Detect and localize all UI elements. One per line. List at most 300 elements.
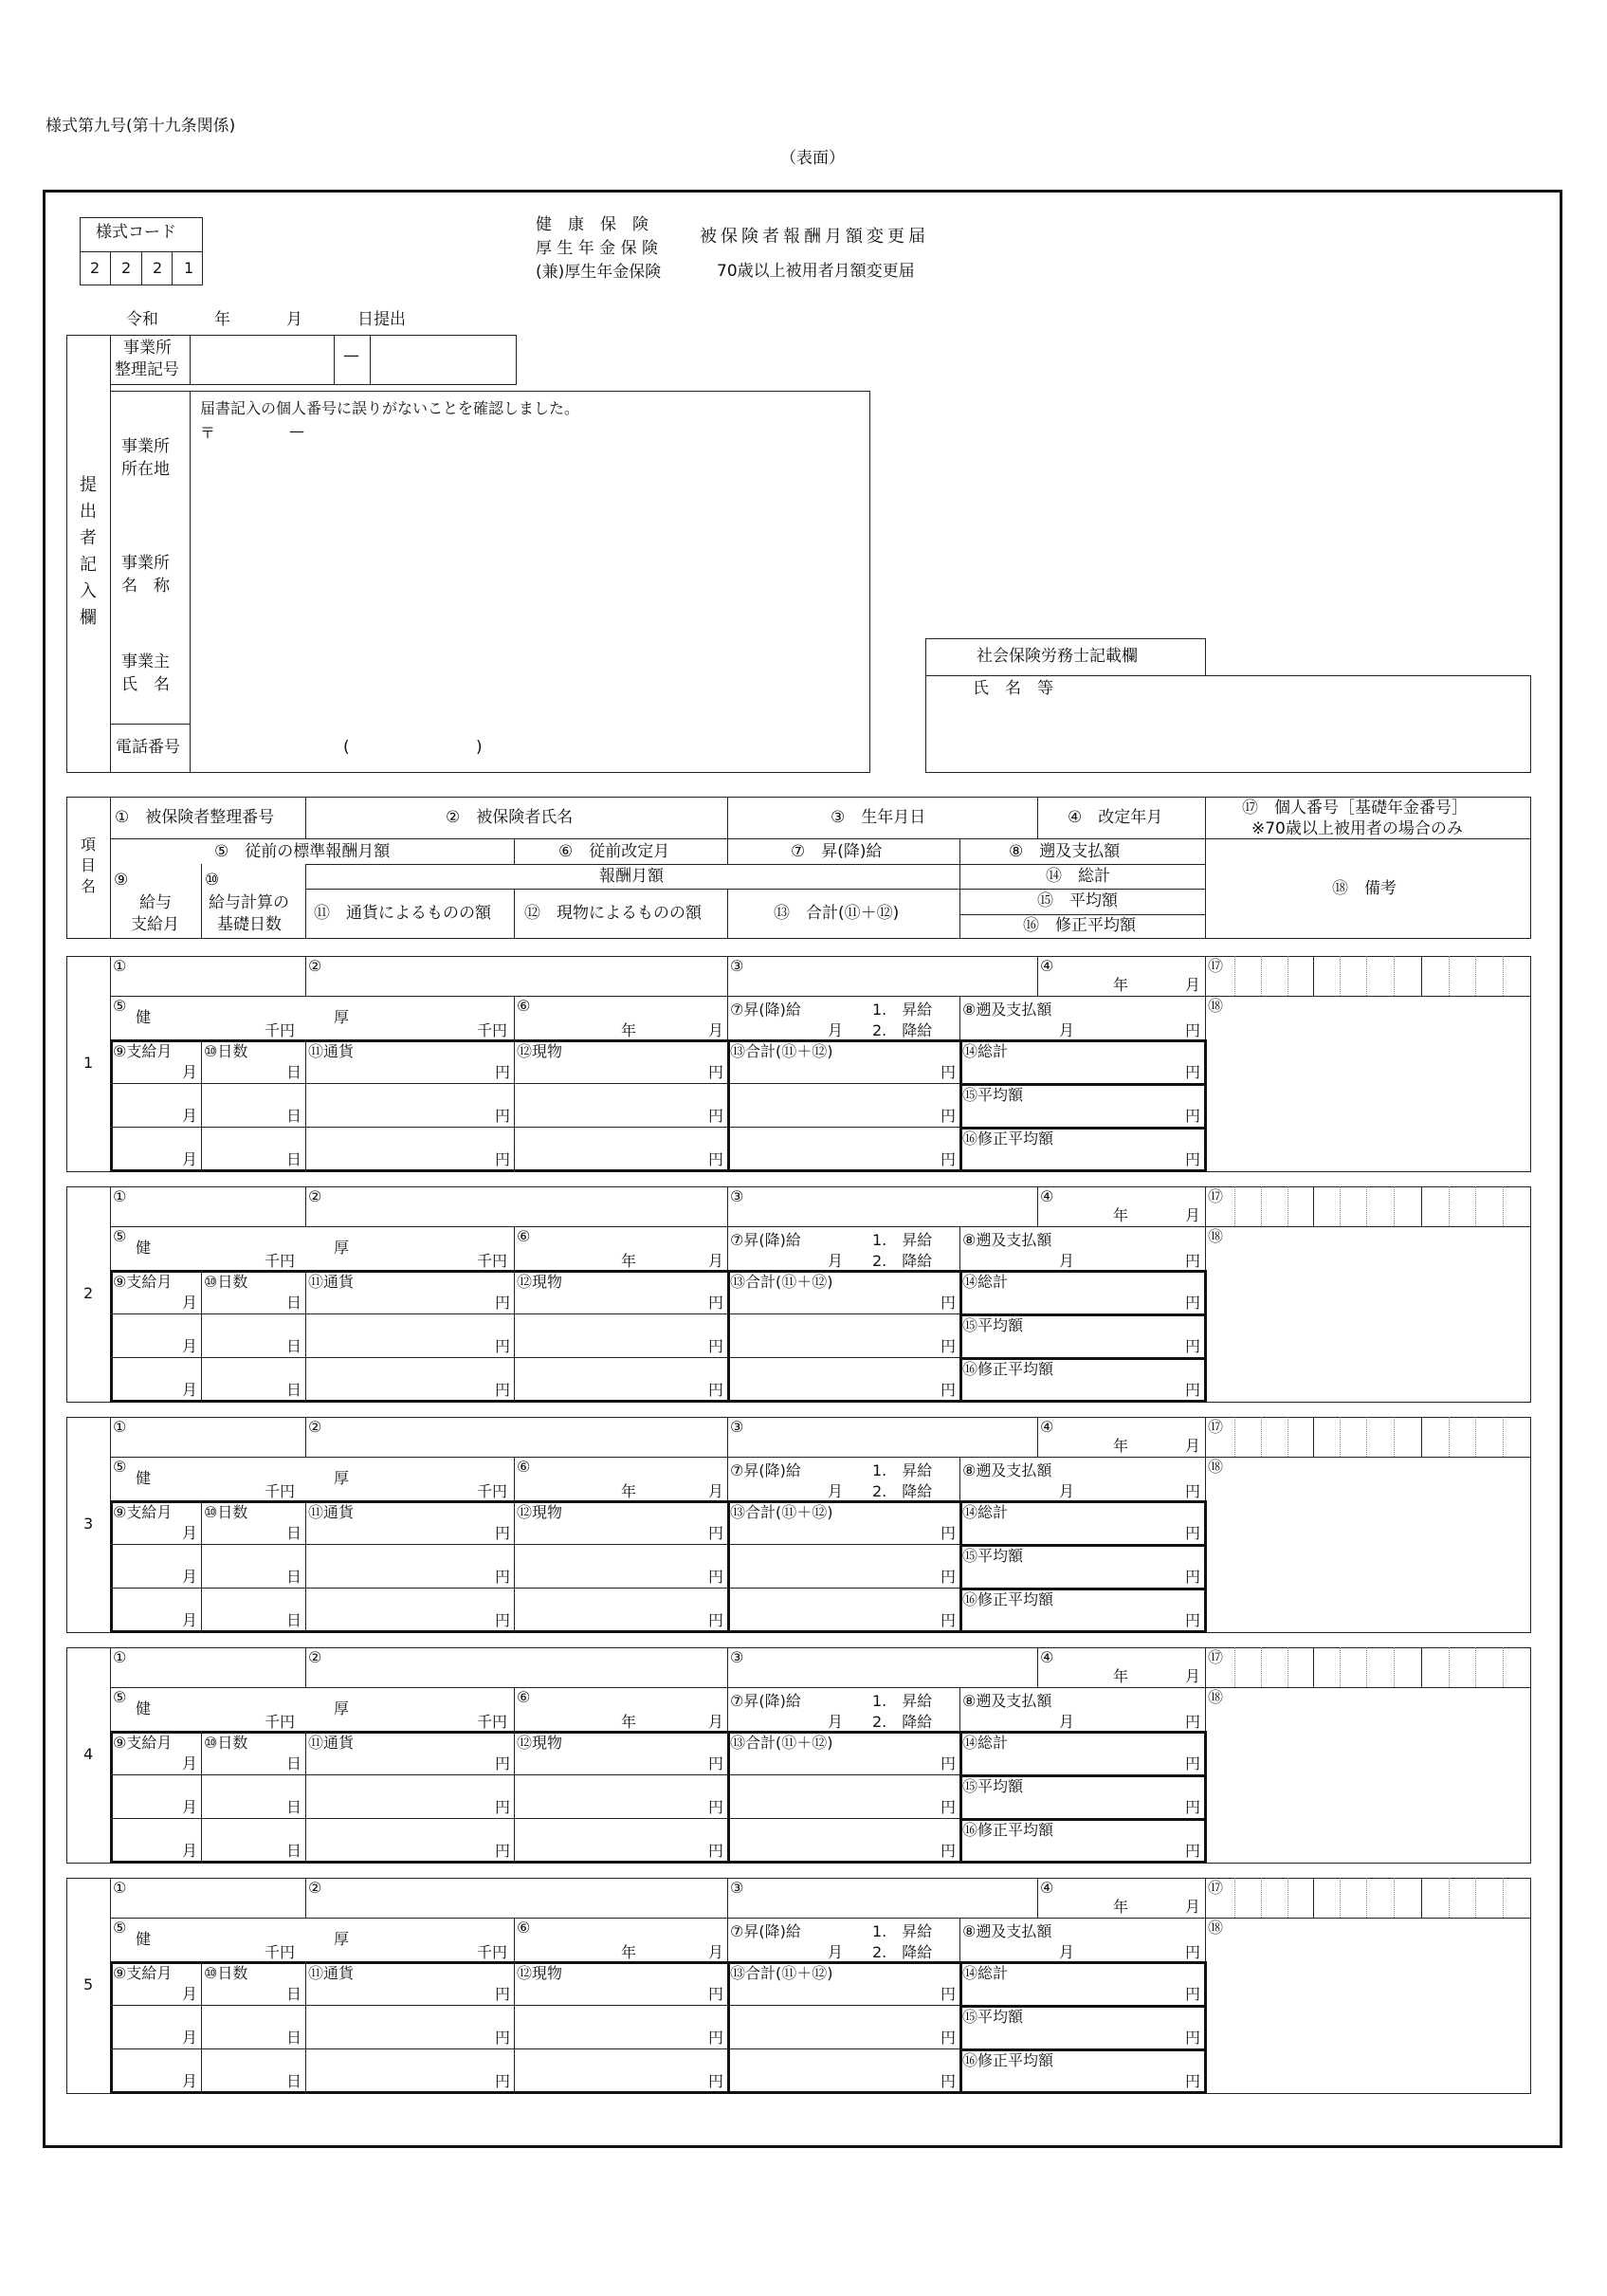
yen-unit: 円 bbox=[940, 2029, 957, 2047]
month-unit: 月 bbox=[1185, 1898, 1201, 1916]
yen-unit: 円 bbox=[708, 1107, 724, 1125]
yen-unit: 円 bbox=[940, 1842, 957, 1860]
yen-unit: 円 bbox=[940, 1107, 957, 1125]
field-16-label: ⑯修正平均額 bbox=[962, 1360, 1054, 1378]
yen-unit: 円 bbox=[940, 1063, 957, 1081]
field-15-label: ⑮平均額 bbox=[962, 1086, 1024, 1104]
legend-c10a: ⑩ bbox=[205, 871, 220, 890]
month-unit: 月 bbox=[708, 1252, 724, 1270]
kounen-label: 厚 bbox=[334, 1930, 350, 1948]
field-5-label: ⑤ bbox=[113, 1919, 127, 1937]
field-16-label: ⑯修正平均額 bbox=[962, 1130, 1054, 1148]
month-unit: 月 bbox=[182, 1611, 198, 1629]
thousand-yen-unit: 千円 bbox=[265, 1252, 296, 1270]
yen-unit: 円 bbox=[940, 1568, 957, 1586]
day-unit: 日 bbox=[286, 1798, 302, 1816]
legend-c14: ⑭ 総計 bbox=[1046, 867, 1110, 886]
field-12-label: ⑫現物 bbox=[517, 1273, 563, 1291]
day-unit: 日 bbox=[286, 1150, 302, 1168]
kenpo-label: 健 bbox=[136, 1239, 152, 1257]
kounen-label: 厚 bbox=[334, 1239, 350, 1257]
field-5-label: ⑤ bbox=[113, 1458, 127, 1476]
form-code-digit: 2 bbox=[121, 259, 132, 277]
field-7-label: ⑦昇(降)給 bbox=[730, 1461, 801, 1479]
yen-unit: 円 bbox=[1185, 1611, 1201, 1629]
pay-grid bbox=[110, 1039, 1207, 1172]
insurance-line: 厚 生 年 金 保 険 bbox=[536, 239, 659, 258]
year-unit: 年 bbox=[1113, 1898, 1129, 1916]
field-10-label: ⑩日数 bbox=[204, 1503, 248, 1521]
day-unit: 日 bbox=[286, 1568, 302, 1586]
yen-unit: 円 bbox=[1185, 1713, 1201, 1731]
yen-unit: 円 bbox=[495, 1985, 511, 2003]
month-unit: 月 bbox=[1059, 1943, 1075, 1961]
submitter-vertical-title: 提 出 者 記 入 欄 bbox=[80, 475, 97, 628]
yen-unit: 円 bbox=[708, 1150, 724, 1168]
yen-unit: 円 bbox=[1185, 1337, 1201, 1355]
yen-unit: 円 bbox=[708, 1524, 724, 1542]
field-14-label: ⑭総計 bbox=[962, 1734, 1009, 1752]
yen-unit: 円 bbox=[1185, 1568, 1201, 1586]
field-14-label: ⑭総計 bbox=[962, 1042, 1009, 1060]
field-11-label: ⑪通貨 bbox=[308, 1273, 355, 1291]
postal-mark: 〒 bbox=[200, 424, 216, 442]
month-unit: 月 bbox=[182, 2072, 198, 2090]
month-unit: 月 bbox=[708, 1482, 724, 1500]
entry-number: 3 bbox=[83, 1515, 94, 1533]
kenpo-label: 健 bbox=[136, 1008, 152, 1026]
field-1-label: ① bbox=[113, 957, 127, 975]
legend-c16: ⑯ 修正平均額 bbox=[1023, 916, 1136, 935]
yen-unit: 円 bbox=[940, 1611, 957, 1629]
era: 令和 bbox=[126, 310, 158, 329]
field-9-label: ⑨支給月 bbox=[113, 1042, 173, 1060]
field-8-label: ⑧遡及支払額 bbox=[962, 1692, 1052, 1710]
field-7-label: ⑦昇(降)給 bbox=[730, 1692, 801, 1710]
legend-c9b: 給与 bbox=[139, 893, 172, 912]
field-2-label: ② bbox=[308, 1418, 322, 1436]
legend-c15: ⑮ 平均額 bbox=[1037, 891, 1118, 910]
field-12-label: ⑫現物 bbox=[517, 1503, 563, 1521]
yen-unit: 円 bbox=[495, 1842, 511, 1860]
field-8-label: ⑧遡及支払額 bbox=[962, 1001, 1052, 1019]
yen-unit: 円 bbox=[708, 1798, 724, 1816]
yen-unit: 円 bbox=[1185, 1842, 1201, 1860]
form-code-digit: 2 bbox=[90, 259, 100, 277]
yen-unit: 円 bbox=[708, 1985, 724, 2003]
raise-option[interactable]: 1. 昇給 bbox=[872, 1231, 933, 1249]
day-unit: 日 bbox=[286, 1381, 302, 1399]
insurance-line: (兼)厚生年金保険 bbox=[536, 263, 662, 282]
field-11-label: ⑪通貨 bbox=[308, 1503, 355, 1521]
field-16-label: ⑯修正平均額 bbox=[962, 1590, 1054, 1608]
field-17-label: ⑰ bbox=[1208, 1418, 1224, 1436]
field-18-label: ⑱ bbox=[1208, 1458, 1224, 1476]
legend-c17a: ⑰ 個人番号［基礎年金番号］ bbox=[1242, 799, 1468, 817]
field-10-label: ⑩日数 bbox=[204, 1273, 248, 1291]
month-unit: 月 bbox=[182, 2029, 198, 2047]
field-13-label: ⑬合計(⑪＋⑫) bbox=[730, 1273, 833, 1291]
month-unit: 月 bbox=[182, 1381, 198, 1399]
month-unit: 月 bbox=[1185, 1667, 1201, 1685]
day-unit: 日 bbox=[286, 2029, 302, 2047]
sharoushi-title: 社会保険労務士記載欄 bbox=[977, 647, 1138, 666]
field-16-label: ⑯修正平均額 bbox=[962, 1821, 1054, 1839]
yen-unit: 円 bbox=[1185, 1381, 1201, 1399]
yen-unit: 円 bbox=[1185, 1482, 1201, 1500]
form-code-label: 様式コード bbox=[96, 223, 176, 242]
yen-unit: 円 bbox=[708, 1568, 724, 1586]
month-unit: 月 bbox=[182, 1985, 198, 2003]
field-15-label: ⑮平均額 bbox=[962, 1316, 1024, 1334]
yen-unit: 円 bbox=[1185, 1294, 1201, 1312]
yen-unit: 円 bbox=[708, 1294, 724, 1312]
form-side: （表面） bbox=[780, 149, 845, 168]
legend-c2: ② 被保険者氏名 bbox=[446, 808, 574, 827]
field-9-label: ⑨支給月 bbox=[113, 1734, 173, 1752]
entry-block[interactable] bbox=[0, 956, 1607, 1174]
field-15-label: ⑮平均額 bbox=[962, 1777, 1024, 1795]
legend-c3: ③ 生年月日 bbox=[831, 808, 926, 827]
legend-c6: ⑥ 従前改定月 bbox=[558, 842, 670, 861]
legend-c7: ⑦ 昇(降)給 bbox=[791, 842, 883, 861]
form-code-digit: 2 bbox=[153, 259, 163, 277]
field-4-label: ④ bbox=[1040, 1648, 1054, 1666]
month-unit: 月 bbox=[1059, 1482, 1075, 1500]
thousand-yen-unit: 千円 bbox=[265, 1482, 296, 1500]
field-3-label: ③ bbox=[730, 1187, 744, 1205]
field-3-label: ③ bbox=[730, 957, 744, 975]
yen-unit: 円 bbox=[495, 2029, 511, 2047]
legend-c11: ⑪ 通貨によるものの額 bbox=[314, 904, 491, 923]
kounen-label: 厚 bbox=[334, 1008, 350, 1026]
office-code-dash: — bbox=[343, 346, 359, 365]
field-5-label: ⑤ bbox=[113, 1227, 127, 1245]
phone-label: 電話番号 bbox=[116, 738, 180, 757]
confirm-text: 届書記入の個人番号に誤りがないことを確認しました。 bbox=[200, 399, 580, 417]
yen-unit: 円 bbox=[1185, 1063, 1201, 1081]
month-unit: 月 bbox=[828, 1021, 844, 1039]
entry-block[interactable] bbox=[0, 1186, 1607, 1405]
raise-option[interactable]: 1. 昇給 bbox=[872, 1922, 933, 1940]
yen-unit: 円 bbox=[1185, 1754, 1201, 1773]
yen-unit: 円 bbox=[708, 2072, 724, 2090]
day-unit: 日 bbox=[286, 1611, 302, 1629]
yen-unit: 円 bbox=[495, 1337, 511, 1355]
cut-option[interactable]: 2. 降給 bbox=[872, 1482, 933, 1500]
entry-block[interactable] bbox=[0, 1878, 1607, 2096]
field-3-label: ③ bbox=[730, 1418, 744, 1436]
legend-vertical-title: 項 目 名 bbox=[80, 836, 96, 895]
field-6-label: ⑥ bbox=[517, 1458, 531, 1476]
owner-label: 事業主 bbox=[121, 652, 170, 671]
yen-unit: 円 bbox=[940, 1381, 957, 1399]
yen-unit: 円 bbox=[495, 1294, 511, 1312]
month-unit: 月 bbox=[828, 1252, 844, 1270]
day-unit: 日 bbox=[286, 1842, 302, 1860]
postal-dash: — bbox=[289, 422, 304, 440]
pay-grid bbox=[110, 1500, 1207, 1633]
legend-c9a: ⑨ bbox=[114, 871, 129, 890]
field-1-label: ① bbox=[113, 1187, 127, 1205]
office-name-label: 名 称 bbox=[121, 577, 170, 596]
legend-c4: ④ 改定年月 bbox=[1068, 808, 1163, 827]
office-code-label: 整理記号 bbox=[115, 360, 179, 379]
field-6-label: ⑥ bbox=[517, 1227, 531, 1245]
field-6-label: ⑥ bbox=[517, 1919, 531, 1937]
month-unit: 月 bbox=[182, 1150, 198, 1168]
legend-c13: ⑬ 合計(⑪＋⑫) bbox=[774, 904, 900, 923]
entry-number: 2 bbox=[83, 1284, 94, 1302]
yen-unit: 円 bbox=[495, 1524, 511, 1542]
pay-grid bbox=[110, 1270, 1207, 1403]
thousand-yen-unit: 千円 bbox=[265, 1021, 296, 1039]
thousand-yen-unit: 千円 bbox=[477, 1482, 508, 1500]
field-7-label: ⑦昇(降)給 bbox=[730, 1001, 801, 1019]
yen-unit: 円 bbox=[708, 1842, 724, 1860]
yen-unit: 円 bbox=[1185, 2072, 1201, 2090]
phone-open: ( bbox=[343, 738, 350, 757]
month-unit: 月 bbox=[182, 1754, 198, 1773]
insurance-line: 健 康 保 険 bbox=[536, 215, 648, 234]
month-unit: 月 bbox=[182, 1337, 198, 1355]
cut-option[interactable]: 2. 降給 bbox=[872, 1252, 933, 1270]
field-18-label: ⑱ bbox=[1208, 1919, 1224, 1937]
legend-c8: ⑧ 遡及支払額 bbox=[1009, 842, 1121, 861]
thousand-yen-unit: 千円 bbox=[265, 1713, 296, 1731]
field-17-label: ⑰ bbox=[1208, 1187, 1224, 1205]
field-7-label: ⑦昇(降)給 bbox=[730, 1922, 801, 1940]
form-code-digit: 1 bbox=[184, 259, 194, 277]
yen-unit: 円 bbox=[495, 1611, 511, 1629]
yen-unit: 円 bbox=[495, 1798, 511, 1816]
thousand-yen-unit: 千円 bbox=[477, 1943, 508, 1961]
day-unit: 日 bbox=[286, 1524, 302, 1542]
raise-option[interactable]: 1. 昇給 bbox=[872, 1001, 933, 1019]
yen-unit: 円 bbox=[940, 1798, 957, 1816]
entry-block[interactable] bbox=[0, 1417, 1607, 1635]
yen-unit: 円 bbox=[940, 2072, 957, 2090]
yen-unit: 円 bbox=[495, 1568, 511, 1586]
yen-unit: 円 bbox=[708, 1337, 724, 1355]
month-unit: 月 bbox=[1059, 1252, 1075, 1270]
field-1-label: ① bbox=[113, 1879, 127, 1897]
entry-block[interactable] bbox=[0, 1647, 1607, 1865]
field-10-label: ⑩日数 bbox=[204, 1042, 248, 1060]
yen-unit: 円 bbox=[940, 1150, 957, 1168]
yen-unit: 円 bbox=[940, 1337, 957, 1355]
yen-unit: 円 bbox=[495, 1150, 511, 1168]
month-unit: 月 bbox=[182, 1294, 198, 1312]
field-17-label: ⑰ bbox=[1208, 957, 1224, 975]
yen-unit: 円 bbox=[1185, 1021, 1201, 1039]
field-9-label: ⑨支給月 bbox=[113, 1964, 173, 1982]
yen-unit: 円 bbox=[1185, 1150, 1201, 1168]
month-unit: 月 bbox=[1185, 1437, 1201, 1455]
yen-unit: 円 bbox=[708, 1611, 724, 1629]
month-unit: 月 bbox=[708, 1943, 724, 1961]
field-8-label: ⑧遡及支払額 bbox=[962, 1922, 1052, 1940]
address-label: 事業所 bbox=[121, 437, 170, 456]
field-7-label: ⑦昇(降)給 bbox=[730, 1231, 801, 1249]
entry-number: 1 bbox=[83, 1054, 94, 1072]
legend-c10b: 給与計算の bbox=[209, 893, 289, 912]
year-unit: 年 bbox=[621, 1021, 637, 1039]
field-18-label: ⑱ bbox=[1208, 1227, 1224, 1245]
month-unit: 月 bbox=[828, 1943, 844, 1961]
month-unit: 月 bbox=[708, 1021, 724, 1039]
yen-unit: 円 bbox=[1185, 1252, 1201, 1270]
month-unit: 月 bbox=[708, 1713, 724, 1731]
legend-c10c: 基礎日数 bbox=[217, 915, 282, 934]
field-10-label: ⑩日数 bbox=[204, 1734, 248, 1752]
field-13-label: ⑬合計(⑪＋⑫) bbox=[730, 1964, 833, 1982]
month-unit: 月 bbox=[828, 1713, 844, 1731]
field-15-label: ⑮平均額 bbox=[962, 2008, 1024, 2026]
yen-unit: 円 bbox=[1185, 1798, 1201, 1816]
yen-unit: 円 bbox=[1185, 1985, 1201, 2003]
yen-unit: 円 bbox=[708, 1754, 724, 1773]
month-unit: 月 bbox=[182, 1107, 198, 1125]
yen-unit: 円 bbox=[940, 1754, 957, 1773]
legend-c17b: ※70歳以上被用者の場合のみ bbox=[1251, 819, 1463, 838]
yen-unit: 円 bbox=[940, 1294, 957, 1312]
yen-unit: 円 bbox=[1185, 2029, 1201, 2047]
field-6-label: ⑥ bbox=[517, 997, 531, 1015]
field-14-label: ⑭総計 bbox=[962, 1503, 1009, 1521]
thousand-yen-unit: 千円 bbox=[477, 1713, 508, 1731]
cut-option[interactable]: 2. 降給 bbox=[872, 1021, 933, 1039]
day-unit: 日 bbox=[286, 1985, 302, 2003]
month-unit: 月 bbox=[1059, 1021, 1075, 1039]
entry-number: 5 bbox=[83, 1975, 94, 1993]
yen-unit: 円 bbox=[708, 1063, 724, 1081]
legend-c12: ⑫ 現物によるものの額 bbox=[524, 904, 702, 923]
field-12-label: ⑫現物 bbox=[517, 1964, 563, 1982]
year-unit: 年 bbox=[621, 1482, 637, 1500]
legend-c18: ⑱ 備考 bbox=[1332, 879, 1397, 898]
field-14-label: ⑭総計 bbox=[962, 1964, 1009, 1982]
kenpo-label: 健 bbox=[136, 1469, 152, 1487]
field-18-label: ⑱ bbox=[1208, 1688, 1224, 1706]
field-8-label: ⑧遡及支払額 bbox=[962, 1231, 1052, 1249]
office-info-box[interactable] bbox=[110, 391, 870, 773]
address-label: 所在地 bbox=[121, 460, 170, 479]
kenpo-label: 健 bbox=[136, 1699, 152, 1717]
field-2-label: ② bbox=[308, 1648, 322, 1666]
field-2-label: ② bbox=[308, 957, 322, 975]
month-unit: 月 bbox=[182, 1063, 198, 1081]
legend-pay-header: 報酬月額 bbox=[599, 867, 664, 886]
field-13-label: ⑬合計(⑪＋⑫) bbox=[730, 1503, 833, 1521]
field-15-label: ⑮平均額 bbox=[962, 1547, 1024, 1565]
thousand-yen-unit: 千円 bbox=[265, 1943, 296, 1961]
field-9-label: ⑨支給月 bbox=[113, 1273, 173, 1291]
office-code-label: 事業所 bbox=[123, 339, 172, 358]
yen-unit: 円 bbox=[495, 2072, 511, 2090]
year-unit: 年 bbox=[1113, 976, 1129, 994]
field-17-label: ⑰ bbox=[1208, 1648, 1224, 1666]
yen-unit: 円 bbox=[940, 1524, 957, 1542]
raise-option[interactable]: 1. 昇給 bbox=[872, 1692, 933, 1710]
form-number: 様式第九号(第十九条関係) bbox=[46, 117, 236, 136]
field-1-label: ① bbox=[113, 1418, 127, 1436]
thousand-yen-unit: 千円 bbox=[477, 1252, 508, 1270]
cut-option[interactable]: 2. 降給 bbox=[872, 1943, 933, 1961]
field-13-label: ⑬合計(⑪＋⑫) bbox=[730, 1042, 833, 1060]
month-unit: 月 bbox=[182, 1524, 198, 1542]
yen-unit: 円 bbox=[1185, 1943, 1201, 1961]
cut-option[interactable]: 2. 降給 bbox=[872, 1713, 933, 1731]
yen-unit: 円 bbox=[495, 1754, 511, 1773]
yen-unit: 円 bbox=[495, 1381, 511, 1399]
yen-unit: 円 bbox=[1185, 1107, 1201, 1125]
field-16-label: ⑯修正平均額 bbox=[962, 2051, 1054, 2069]
year-unit: 年 bbox=[621, 1713, 637, 1731]
field-2-label: ② bbox=[308, 1879, 322, 1897]
month-label: 月 bbox=[286, 310, 302, 329]
field-3-label: ③ bbox=[730, 1879, 744, 1897]
field-10-label: ⑩日数 bbox=[204, 1964, 248, 1982]
day-unit: 日 bbox=[286, 1107, 302, 1125]
month-unit: 月 bbox=[1185, 976, 1201, 994]
raise-option[interactable]: 1. 昇給 bbox=[872, 1461, 933, 1479]
yen-unit: 円 bbox=[708, 2029, 724, 2047]
thousand-yen-unit: 千円 bbox=[477, 1021, 508, 1039]
year-unit: 年 bbox=[1113, 1667, 1129, 1685]
entry-number: 4 bbox=[83, 1745, 94, 1763]
field-12-label: ⑫現物 bbox=[517, 1042, 563, 1060]
yen-unit: 円 bbox=[708, 1381, 724, 1399]
day-unit: 日 bbox=[286, 1337, 302, 1355]
legend-c5: ⑤ 従前の標準報酬月額 bbox=[214, 842, 391, 861]
phone-close: ) bbox=[476, 738, 483, 757]
year-label: 年 bbox=[214, 310, 230, 329]
field-5-label: ⑤ bbox=[113, 997, 127, 1015]
field-5-label: ⑤ bbox=[113, 1688, 127, 1706]
field-4-label: ④ bbox=[1040, 1418, 1054, 1436]
field-11-label: ⑪通貨 bbox=[308, 1042, 355, 1060]
field-13-label: ⑬合計(⑪＋⑫) bbox=[730, 1734, 833, 1752]
field-4-label: ④ bbox=[1040, 957, 1054, 975]
sharoushi-name-label: 氏 名 等 bbox=[973, 679, 1053, 698]
field-4-label: ④ bbox=[1040, 1187, 1054, 1205]
form-subtitle: 70歳以上被用者月額変更届 bbox=[717, 262, 915, 281]
field-11-label: ⑪通貨 bbox=[308, 1734, 355, 1752]
kounen-label: 厚 bbox=[334, 1469, 350, 1487]
year-unit: 年 bbox=[1113, 1437, 1129, 1455]
yen-unit: 円 bbox=[495, 1107, 511, 1125]
kounen-label: 厚 bbox=[334, 1699, 350, 1717]
pay-grid bbox=[110, 1961, 1207, 2094]
year-unit: 年 bbox=[1113, 1206, 1129, 1224]
yen-unit: 円 bbox=[940, 1985, 957, 2003]
field-14-label: ⑭総計 bbox=[962, 1273, 1009, 1291]
year-unit: 年 bbox=[621, 1252, 637, 1270]
month-unit: 月 bbox=[828, 1482, 844, 1500]
legend-c9c: 支給月 bbox=[131, 915, 179, 934]
month-unit: 月 bbox=[1185, 1206, 1201, 1224]
field-3-label: ③ bbox=[730, 1648, 744, 1666]
office-name-label: 事業所 bbox=[121, 554, 170, 573]
field-4-label: ④ bbox=[1040, 1879, 1054, 1897]
year-unit: 年 bbox=[621, 1943, 637, 1961]
field-6-label: ⑥ bbox=[517, 1688, 531, 1706]
field-9-label: ⑨支給月 bbox=[113, 1503, 173, 1521]
owner-label: 氏 名 bbox=[121, 675, 170, 694]
field-1-label: ① bbox=[113, 1648, 127, 1666]
field-11-label: ⑪通貨 bbox=[308, 1964, 355, 1982]
